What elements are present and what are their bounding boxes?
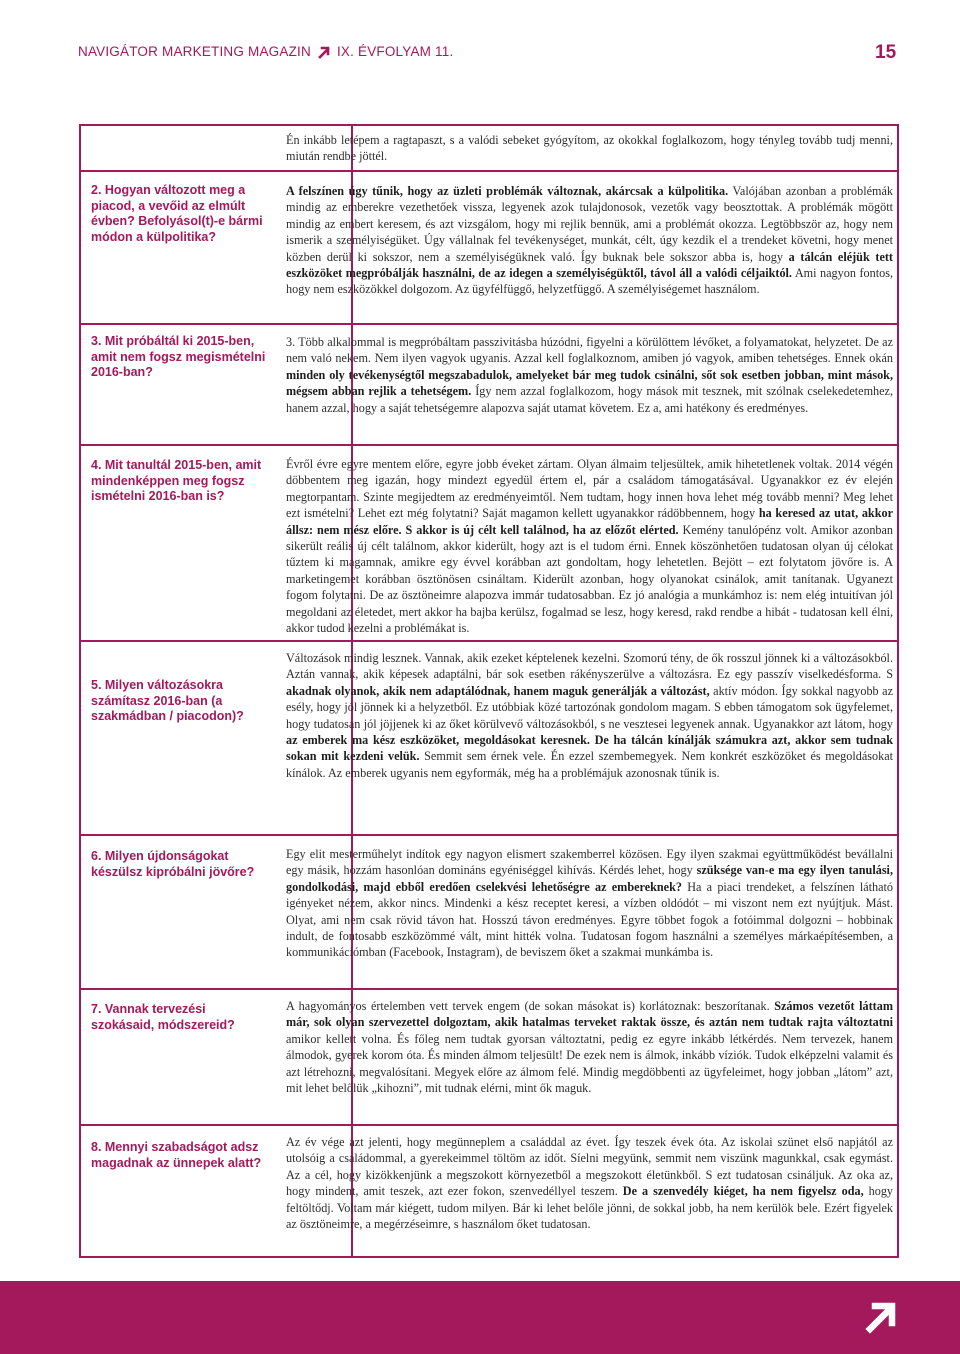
row-divider	[81, 640, 897, 642]
answer-5: Változások mindig lesznek. Vannak, akik ezeket képtelenek kezelni. Szomorú tény, de ők rosszul jönnek ki a változásokból. Aztán vannak, akik képesek adaptálni, bár sok esetben rákényszerülve a változásra. Ez egy passzív viselkedésforma. S akadnak olyanok, akik nem adaptálódnak, hanem maguk generálják a változást, aktív módon. Így sokkal nagyobb az esély, hogy jól jönnek ki a helyzetből. Ez utóbbiak közé tartozónak gondolom magam. S ebben támogatom sok ügyfelemet, hogy tudatosan jól jöjjenek ki az őket körülvevő változásokból, s ne vesztesei legyenek annak. Ugyanakkor azt látom, hogy az emberek ma kész eszközöket, megoldásokat keresnek. De ha tálcán kínálják számukra azt, akkor sem tudnak sokan mit kezdeni velük. Semmit sem érnek vele. Én ezzel szembemegyek. Nem konkrét eszközöket és megoldásokat kínálok. Az emberek ugyanis nem egyformák, még ha a problémájuk azonosnak tűnik is.	[286, 651, 893, 780]
question-3: 3. Mit próbáltál ki 2015-ben, amit nem fogsz megismételni 2016-ban?	[91, 334, 266, 379]
answer-2-lead: A felszínen úgy tűnik, hogy az üzleti problémák változnak, akárcsak a külpolitika.	[286, 184, 729, 198]
question-4: 4. Mit tanultál 2015-ben, amit mindenképpen meg fogsz ismételni 2016-ban is?	[91, 458, 262, 503]
running-header	[78, 44, 453, 59]
answer-8: Az év vége azt jelenti, hogy megünneplem a családdal az évet. Így teszek évek óta. Az iskolai szünet első napjától az utolsóig a családommal, a gyerekeimmel töltöm az időt. Síelni megyünk, semmit nem viszünk magunkkal, csak egymást. Az a cél, hogy kizökkenjünk a megszokott környezetből a megszokott életünkből. S ezt tudatosan csináljuk. Az oka az, hogy mindent, amit teszek, azt ezer fokon, szenvedéllyel teszem. De a szenvedély kiéget, ha nem figyelsz oda, hogy feltöltődj. Voltam már kiégett, tudom milyen. Bár ki lehet belőle jönni, de sokkal jobb, ha nem kerülök bele. Ezért figyelek az ösztöneimre, a megérzéseimre, s használom őket tudatosan.	[286, 1135, 894, 1232]
answer-2: A felszínen úgy tűnik, hogy az üzleti problémák változnak, akárcsak a külpolitika. Valójában azonban a problémák mindig az emberekre vezethetőek vissza, legyenek azok tulajdonosok, vezetők vagy beosztottak. A problémák mögött mindig az embert keresem, és azt vizsgálom, hogy mi rejlik bennük, ami a problémát okozza. Legtöbbször az, hogy nem ismerik a személyiségüket. Úgy vállalnak fel tevékenységet, munkát, célt, úgy kezdik el a trendeket követni, hogy menet közben derül ki sokszor, nem a személyiségüknek való. Így buknak bele sokszor abba is, hogy a tálcán eléjük tett eszközöket megpróbálják használni, de az idegen a személyiségüktől, távol áll a valódi céljaiktól. Ami nagyon fontos, hogy nem eszközökkel dolgozom. Az ügyfélfüggő, helyzetfüggő. A személyiségemet használom.	[286, 184, 893, 297]
arrow-up-right-icon	[863, 1299, 899, 1335]
question-5: 5. Milyen változásokra számítasz 2016-ban (a szakmádban / piacodon)?	[91, 678, 244, 723]
answer-7: A hagyományos értelemben vett tervek engem (de sokan másokat is) korlátoznak: beszorítanak. Számos vezetőt láttam már, sok olyan szervezettel dolgoztam, akik hatalmas terveket raktak össze, és aztán nem tudtak rajta változtatni amikor kellett volna. És főleg nem tudtak gyorsan változtatni, pedig ez egyre inkább létkérdés. Nem tervezek, hanem álmodok, gyerek korom óta. És minden álmom teljesült! De ezek nem is álmok, inkább víziók. Tudok elképzelni valamit és azt létrehozni, megvalósítani. Megyek előre az álmom felé. Mindig megdöbbenti az ügyfeleimet, hogy jobban „látom” azt, mit lehet belőlük „kihozni”, mit tudnak elérni, mint ők maguk.	[286, 999, 893, 1096]
question-2: 2. Hogyan változott meg a piacod, a vevőid az elmúlt évben? Befolyásol(t)-e bármi módon a külpolitika?	[91, 183, 263, 244]
answer-3: 3. Több alkalommal is megpróbáltam passzivitásba húzódni, figyelni a körülöttem lévőket, a folyamatokat, helyzetet. De az nem való nekem. Nem ilyen vagyok ugyanis. Azzal kell foglalkoznom, amiben jó vagyok, amiben tehetséges. Ennek okán minden oly tevékenységtől megszabadulok, amelyeket bár meg tudok csinálni, sőt sok esetben jobban, mint mások, mégsem abban rejlik a tehetségem. Így nem azzal foglalkozom, hogy mások mit tesznek, mit szólnak cselekedetemhez, hanem azzal, hogy a saját tehetségemre alapozva saját utamat követem. Ez a, ami hatékony és eredményes.	[286, 335, 894, 415]
question-7: 7. Vannak tervezési szokásaid, módszereid?	[91, 1002, 235, 1032]
row-divider	[81, 170, 897, 172]
question-8: 8. Mennyi szabadságot adsz magadnak az ünnepek alatt?	[91, 1140, 262, 1170]
footer-bar	[0, 1281, 960, 1354]
row-divider	[81, 1124, 897, 1126]
interview-table	[79, 124, 899, 1258]
answer-4: Évről évre egyre mentem előre, egyre jobb éveket zártam. Olyan álmaim teljesültek, amik hihetetlenek voltak. 2014 végén döbbentem meg igazán, hogy mindezt egyedül értem el, pár a családom támogatásával. Ugyanakkor ez év elején megtorpantam. Szinte megijedtem az eredményeimtől. Nem tudtam, hogy innen hova lehet még tovább menni? Meg lehet ezt ismételni? Lehet ezt még folytatni? Saját magamon kellett ugyanakkor rádöbbennem, hogy ha keresed az utat, akkor állsz: nem mész előre. S akkor is új célt kell találnod, ha az előzőt elérted. Kemény tanulópénz volt. Amikor azonban sikerült reális új célt találnom, akkor kiderült, hogy azt is el tudom érni. Ennek köszönhetően tudatosan olyan új célokat tűztem ki magamnak, amikre egy évvel korábban azt gondoltam, hogy lehetetlen. Bejött – ezt folytatom jövőre is. A marketingemet korábban ösztönösen csináltam. Kiderült azonban, hogy olyanokat csinálok, amit tanítanak. Ugyanezt fogom folytatni. De az ösztöneimre alapozva immár tudatosabban. Ez jó analógia a munkámhoz is: nem elég intuitívan jól megoldani az életedet, mert akkor ha bajba kerülsz, fogalmad se lesz, hogy keresd, rakd rendbe a hibát - tudatosan kell élni, akkor tudod kezelni a problémákat is.	[286, 457, 894, 636]
answer-6: Egy elit mesterműhelyt indítok egy nagyon elismert szakemberrel közösen. Egy ilyen szakmai együttműködést bevállalni egy másik, hozzám hasonlóan domináns egyéniséggel kihívás. Kérdés lehet, hogy szüksége van-e ma egy ilyen tanulási, gondolkodási, majd ebből eredően cselekvési lehetőségre az embereknek? Ha a piaci trendeket, a felszínen látható igényeket nézem, akkor nincs. Mindenki a kész receptet keresi, a vízben oldódót – mi viszont nem ezt nyújtjuk. Mást. Olyat, ami nem csak rövid távon hat. Hosszú távon eredményes. Egyre többet fogok a fotóimmal dolgozni – hobbinak indult, de fontosabb eszközömmé vált, mint hitték volna. Tudatosan fogom használni a személyes márkaépítésemben, a kommunikációmban (Facebook, Instagram), de beviszem őket a szakmai munkámba is.	[286, 847, 893, 960]
arrow-up-right-icon	[317, 45, 331, 59]
volume-label: IX. ÉVFOLYAM 11.	[336, 44, 454, 59]
row-divider	[81, 444, 897, 446]
row-divider	[81, 834, 897, 836]
row-divider	[81, 323, 897, 325]
answer-1: Én inkább letépem a ragtapaszt, s a valódi sebeket gyógyítom, az okokkal foglalkozom, hogy tényleg tovább tudj menni, miután rendbe jöttél.	[286, 133, 893, 164]
row-divider	[81, 988, 897, 990]
page-number: 15	[875, 42, 897, 63]
magazine-title: NAVIGÁTOR MARKETING MAGAZIN	[78, 44, 311, 59]
question-6: 6. Milyen újdonságokat készülsz kipróbálni jövőre?	[91, 849, 255, 879]
